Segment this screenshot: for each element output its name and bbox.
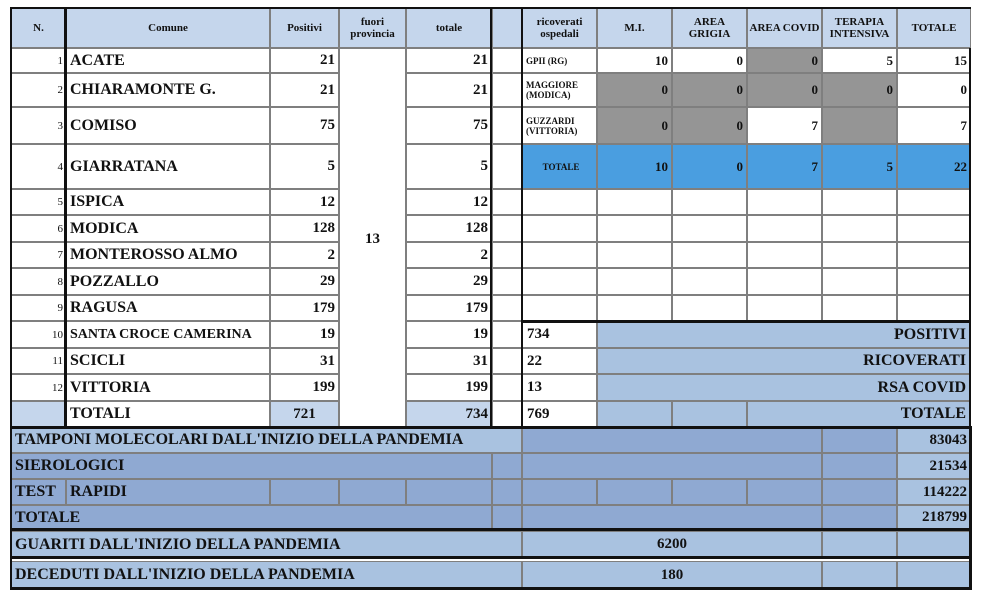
totali-totale: 734 [406, 401, 492, 427]
gap-cell [492, 321, 522, 348]
empty-cell [747, 242, 822, 268]
hospital-tot: 7 [897, 107, 971, 144]
comune-name: VITTORIA [66, 374, 270, 401]
hospital-grigia: 0 [672, 48, 747, 73]
comune-positivi: 199 [270, 374, 339, 401]
sierologici-label: SIEROLOGICI [11, 453, 492, 479]
tamponi-totale-label: TOTALE [11, 505, 492, 530]
gap-cell [492, 189, 522, 215]
comune-positivi: 75 [270, 107, 339, 144]
empty-cell [672, 295, 747, 321]
empty-cell [672, 215, 747, 242]
tamponi-blank [822, 505, 897, 530]
tamponi-blank [522, 479, 597, 505]
row-number: 8 [11, 268, 66, 295]
border-totale [490, 7, 492, 427]
hospital-mi: 0 [597, 107, 672, 144]
hospital-tot: 0 [897, 73, 971, 107]
fuori-provincia-value: 13 [339, 48, 406, 427]
empty-cell [672, 268, 747, 295]
header-area-grigia: AREA GRIGIA [672, 8, 747, 48]
gap-cell [492, 401, 522, 427]
border-left-main [10, 7, 12, 427]
empty-cell [747, 295, 822, 321]
hospital-grigia: 0 [672, 73, 747, 107]
row-number: 3 [11, 107, 66, 144]
tamponi-blank [270, 479, 339, 505]
gap-cell [492, 242, 522, 268]
gap-cell [492, 268, 522, 295]
empty-cell [897, 242, 971, 268]
empty-cell [597, 215, 672, 242]
summary-value: 22 [522, 348, 597, 374]
tamponi-blank [672, 479, 747, 505]
gap-cell [492, 73, 522, 107]
comune-name: CHIARAMONTE G. [66, 73, 270, 107]
comune-name: ISPICA [66, 189, 270, 215]
empty-cell [597, 268, 672, 295]
hospital-ti: 5 [822, 48, 897, 73]
comune-totale: 75 [406, 107, 492, 144]
comune-name: ACATE [66, 48, 270, 73]
header-comune: Comune [66, 8, 270, 48]
empty-cell [522, 215, 597, 242]
border-tamponi-left [10, 426, 12, 530]
row-number: 5 [11, 189, 66, 215]
guariti-label: GUARITI DALL'INIZIO DELLA PANDEMIA [11, 531, 522, 558]
comune-positivi: 21 [270, 73, 339, 107]
summary-value: 13 [522, 374, 597, 401]
summary-label: RICOVERATI [597, 348, 971, 374]
comune-positivi: 31 [270, 348, 339, 374]
deceduti-blank [822, 561, 897, 589]
row-number: 12 [11, 374, 66, 401]
tamponi-blank [492, 479, 522, 505]
deceduti-blank [897, 561, 971, 589]
hospital-name: GPII (RG) [522, 48, 597, 73]
tamponi-blank [492, 453, 522, 479]
empty-cell [822, 268, 897, 295]
tamponi-blank [747, 479, 822, 505]
comune-totale: 21 [406, 48, 492, 73]
empty-cell [822, 215, 897, 242]
guariti-blank [897, 531, 971, 558]
header-totale-ricoveri: TOTALE [897, 8, 971, 48]
header-ricoverati: ricoverati ospedali [522, 8, 597, 48]
comune-positivi: 5 [270, 144, 339, 189]
header-totale: totale [406, 8, 492, 48]
border-bottom [10, 587, 972, 590]
row-number: 6 [11, 215, 66, 242]
tamponi-blank [822, 453, 897, 479]
empty-cell [672, 189, 747, 215]
gap-cell [492, 348, 522, 374]
summary-label: RSA COVID [597, 374, 971, 401]
comune-totale: 19 [406, 321, 492, 348]
border-tamponi-right [969, 426, 972, 530]
comune-positivi: 179 [270, 295, 339, 321]
rapidi-label: RAPIDI [66, 479, 270, 505]
hospital-covid: 7 [747, 144, 822, 189]
hospital-grigia: 0 [672, 107, 747, 144]
summary-label: TOTALE [747, 401, 971, 427]
hospital-name: MAGGIORE (MODICA) [522, 73, 597, 107]
hospital-ti: 0 [822, 73, 897, 107]
comune-totale: 199 [406, 374, 492, 401]
comune-name: GIARRATANA [66, 144, 270, 189]
tamponi-blank [522, 505, 822, 530]
row-number: 9 [11, 295, 66, 321]
hospital-tot: 22 [897, 144, 971, 189]
totali-positivi: 721 [270, 401, 339, 427]
header-terapia-intensiva: TERAPIA INTENSIVA [822, 8, 897, 48]
empty-cell [522, 295, 597, 321]
comune-positivi: 19 [270, 321, 339, 348]
tamponi-blank [339, 479, 406, 505]
test-rapidi-value: 114222 [897, 479, 971, 505]
gap-cell [492, 374, 522, 401]
comune-totale: 5 [406, 144, 492, 189]
hospital-mi: 10 [597, 144, 672, 189]
tamponi-blank [597, 479, 672, 505]
comune-totale: 128 [406, 215, 492, 242]
totali-label: TOTALI [66, 401, 270, 427]
hospital-ti [822, 107, 897, 144]
comune-positivi: 21 [270, 48, 339, 73]
comune-totale: 2 [406, 242, 492, 268]
header-fuori-provincia: fuori provincia [339, 8, 406, 48]
empty-cell [747, 268, 822, 295]
guariti-value: 6200 [522, 531, 822, 558]
gap-cell [492, 295, 522, 321]
hospital-name: GUZZARDI (VITTORIA) [522, 107, 597, 144]
comune-name: RAGUSA [66, 295, 270, 321]
empty-cell [597, 242, 672, 268]
comune-totale: 179 [406, 295, 492, 321]
comune-name: MONTEROSSO ALMO [66, 242, 270, 268]
border-tamponi-top [10, 426, 972, 429]
gap-cell [492, 144, 522, 189]
empty-cell [597, 189, 672, 215]
header-mi: M.I. [597, 8, 672, 48]
row-number: 2 [11, 73, 66, 107]
empty-cell [897, 215, 971, 242]
comune-positivi: 128 [270, 215, 339, 242]
hospital-covid: 0 [747, 73, 822, 107]
empty-cell [597, 295, 672, 321]
comune-name: COMISO [66, 107, 270, 144]
border-guariti-right [969, 528, 972, 590]
empty-cell [747, 189, 822, 215]
tamponi-molecolari-value: 83043 [897, 427, 971, 453]
summary-blank [672, 401, 747, 427]
hospital-mi: 10 [597, 48, 672, 73]
comune-name: MODICA [66, 215, 270, 242]
comune-positivi: 12 [270, 189, 339, 215]
tamponi-blank [492, 505, 522, 530]
comune-totale: 29 [406, 268, 492, 295]
empty-cell [672, 242, 747, 268]
tamponi-blank [822, 479, 897, 505]
hospital-covid: 0 [747, 48, 822, 73]
border-guariti-left [10, 528, 12, 590]
border-guariti-bottom [10, 556, 972, 559]
border-tamponi-bottom [10, 528, 972, 531]
hospital-grigia: 0 [672, 144, 747, 189]
row-number: 1 [11, 48, 66, 73]
totali-index [11, 401, 66, 427]
tamponi-blank [522, 453, 822, 479]
hospital-name: TOTALE [522, 144, 597, 189]
empty-cell [522, 189, 597, 215]
gap-cell [492, 107, 522, 144]
deceduti-label: DECEDUTI DALL'INIZIO DELLA PANDEMIA [11, 561, 522, 589]
tamponi-molecolari-label: TAMPONI MOLECOLARI DALL'INIZIO DELLA PANDEMIA [11, 427, 522, 453]
empty-cell [522, 242, 597, 268]
empty-cell [522, 268, 597, 295]
header-area-covid: AREA COVID [747, 8, 822, 48]
sierologici-value: 21534 [897, 453, 971, 479]
tamponi-blank [822, 427, 897, 453]
comune-totale: 12 [406, 189, 492, 215]
header-gap [492, 8, 522, 48]
hospital-ti: 5 [822, 144, 897, 189]
empty-cell [897, 268, 971, 295]
empty-cell [897, 295, 971, 321]
hospital-tot: 15 [897, 48, 971, 73]
border-gap [521, 7, 523, 427]
border-summary-right [969, 320, 971, 428]
comune-positivi: 2 [270, 242, 339, 268]
summary-blank [597, 401, 672, 427]
border-summary-top [521, 320, 971, 323]
comune-name: POZZALLO [66, 268, 270, 295]
header-positivi: Positivi [270, 8, 339, 48]
empty-cell [747, 215, 822, 242]
empty-cell [822, 242, 897, 268]
border-comune [64, 7, 67, 427]
summary-value: 769 [522, 401, 597, 427]
comune-name: SCICLI [66, 348, 270, 374]
row-number: 7 [11, 242, 66, 268]
hospital-mi: 0 [597, 73, 672, 107]
summary-label: POSITIVI [597, 321, 971, 348]
guariti-blank [822, 531, 897, 558]
hospital-covid: 7 [747, 107, 822, 144]
tamponi-blank [406, 479, 492, 505]
border-right-hosp [969, 48, 971, 322]
comune-totale: 31 [406, 348, 492, 374]
comune-totale: 21 [406, 73, 492, 107]
gap-cell [492, 48, 522, 73]
comune-name: SANTA CROCE CAMERINA [66, 321, 270, 348]
header-n: N. [11, 8, 66, 48]
tamponi-blank [522, 427, 822, 453]
empty-cell [822, 189, 897, 215]
test-label: TEST [11, 479, 66, 505]
empty-cell [897, 189, 971, 215]
tamponi-totale-value: 218799 [897, 505, 971, 530]
row-number: 11 [11, 348, 66, 374]
row-number: 4 [11, 144, 66, 189]
gap-cell [492, 215, 522, 242]
comune-positivi: 29 [270, 268, 339, 295]
row-number: 10 [11, 321, 66, 348]
deceduti-value: 180 [522, 561, 822, 589]
summary-value: 734 [522, 321, 597, 348]
empty-cell [822, 295, 897, 321]
